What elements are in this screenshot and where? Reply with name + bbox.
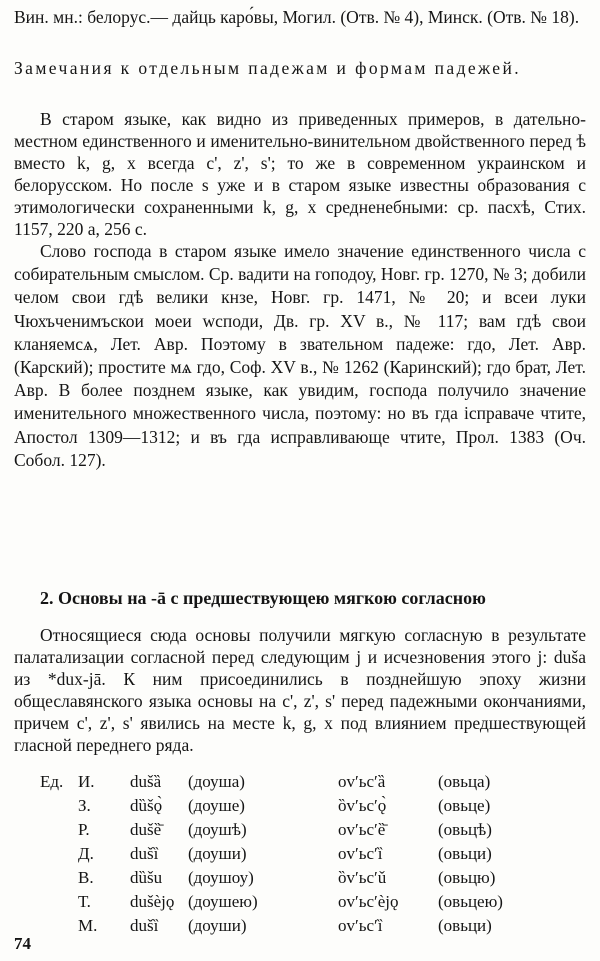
form-dusha: dušȉ [130,844,159,863]
page-number: 74 [14,934,31,953]
table-row [40,794,586,818]
case-label: В. [78,868,94,887]
form-ovca: ȍvʹьcʹǔ [338,868,387,887]
gloss-ovca: (овьцею) [438,892,503,911]
form-dusha: dušȁ [130,772,162,791]
form-dusha: dȕšǫ̀ [130,796,163,815]
form-ovca: ovʹьcʹȁ [338,772,386,791]
gloss-dusha: (доуши) [188,916,247,935]
gloss-ovca: (овьцѣ) [438,820,492,839]
gloss-ovca: (овьци) [438,844,492,863]
table-row [40,770,586,794]
form-dusha: dȕšu [130,868,163,887]
table-row [40,818,586,842]
table-row [40,842,586,866]
gloss-ovca: (овьцю) [438,868,496,887]
form-dusha: dušȉ [130,916,159,935]
paragraph-remarks-heading: Замечания к отдельным падежам и формам падежей. [14,58,522,78]
table-row [40,914,586,938]
paradigm-table [40,770,586,938]
gloss-dusha: (доуши) [188,844,247,863]
form-dusha: dušȅ̄ [130,820,162,839]
table-row [40,866,586,890]
number-label: Ед. [40,772,64,791]
case-label: Д. [78,844,94,863]
section-title: 2. Основы на -ā с предшествующею мягкою согласною [40,588,486,608]
paragraph-dative-locative: В старом языке, как видно из приведенных примеров, в дательно-местном единственного и именительно-винительном двойственного перед ѣ вместо k, g, x всегда c', z', s'; то же в современном украинском и белорусском. Но после s уже и в старом языке известны образования с этимологически сохраненными k, g, x средненебными: ср. пасхѣ, Стих. 1157, 220 а, 256 с. [14,109,586,239]
gloss-dusha: (доушею) [188,892,258,911]
case-label: М. [78,916,98,935]
gloss-dusha: (доуша) [188,772,245,791]
gloss-dusha: (доушоу) [188,868,254,887]
gloss-ovca: (овьца) [438,772,491,791]
case-label: Р. [78,820,90,839]
form-ovca: ovʹьcʹȉ [338,916,383,935]
case-label: И. [78,772,95,791]
form-ovca: ȍvʹьcʹǫ̀ [338,796,387,815]
gloss-dusha: (доуше) [188,796,245,815]
gloss-ovca: (овьци) [438,916,492,935]
gloss-ovca: (овьце) [438,796,491,815]
case-label: З. [78,796,91,815]
case-label: Т. [78,892,91,911]
paragraph-soft-stems: Относящиеся сюда основы получили мягкую согласную в результате палатализации согласной перед следующим j и исчезновения этого j: duša из *dux-jā. К ним присоединились в позднейшую эпоху жизни общеславянского языка основы на c', z', s' перед падежными окончаниями, причем c', z', s' явились на месте k, g, x под влиянием предшествующей гласной переднего ряда. [14,625,586,755]
paragraph-accusative-plural: Вин. мн.: белорус.— дайць каро́вы, Могил. (Отв. № 4), Минск. (Отв. № 18). [14,7,580,27]
paragraph-gospoda: Слово господа в старом языке имело значение единственного числа с собирательным смыслом. Ср. вадити на гоподоу, Новг. гр. 1270, № 3; добили челом свои гдѣ велики кнзе, Новг. гр. 1471, № 20; и всеи луки Чюхъченимъскои моеи wсподи, Дв. гр. XV в., № 117; вам гдѣ свои кланяемсѧ, Лет. Авр. Поэтому в звательном падеже: гдо, Лет. Авр. (Карский); простите мѧ гдо, Соф. XV в., № 1262 (Каринский); гдо брат, Лет. Авр. В более позднем языке, как увидим, господа получило значение именительного множественного числа, поэтому: но въ гда iсправаче чтите, Апостол 1309—1312; и въ гда исправливающе чтите, Прол. 1383 (Оч. Собол. 127). [14,241,586,470]
table-row [40,890,586,914]
form-ovca: ovʹьcʹȉ [338,844,383,863]
form-ovca: ovʹьcʹȅ̄ [338,820,386,839]
gloss-dusha: (доушѣ) [188,820,247,839]
form-ovca: ovʹьcʹèjǫ [338,892,399,911]
form-dusha: dušèjǫ [130,892,175,911]
